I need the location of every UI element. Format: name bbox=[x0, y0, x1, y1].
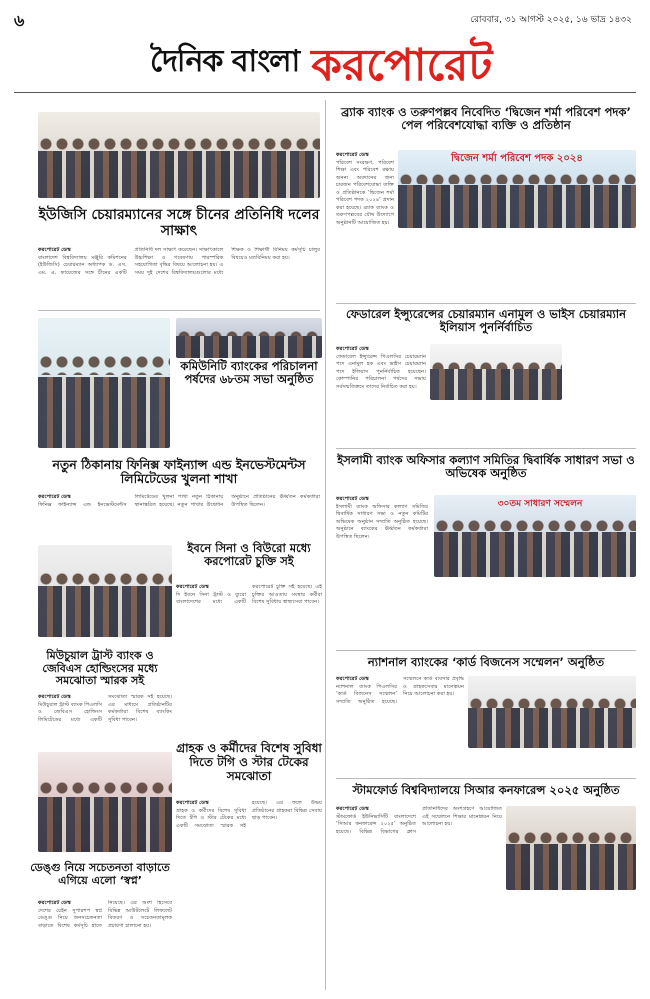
rule-4 bbox=[336, 650, 636, 651]
mutual-byline: করপোরেট ডেস্ক bbox=[38, 694, 71, 700]
masthead-title: দৈনিক বাংলা bbox=[150, 44, 300, 79]
customer-body bbox=[176, 800, 322, 985]
ugc-byline: করপোরেট ডেস্ক bbox=[38, 247, 71, 253]
masthead-rule bbox=[14, 92, 636, 93]
dengue-byline: করপোরেট ডেস্ক bbox=[38, 900, 71, 906]
national-byline: করপোরেট ডেস্ক bbox=[336, 676, 369, 682]
mutual-text: মিউচুয়াল ট্রাস্ট ব্যাংক পিএলসি ও জেবিএস হোল্ডিংস লিমিটেডের মধ্যে একটি সমঝোতা স্মারক সই হয়েছে। এর মাধ্যমে প্রতিষ্ঠানটির কর্মকর্তারা বিশেষ ব্যাংকিং সুবিধা পাবেন। bbox=[38, 694, 172, 723]
stamford-headline: স্টামফোর্ড বিশ্ববিদ্যালয়ে সিআর কনফারেন্স ২০২৫ অনুষ্ঠিত bbox=[352, 783, 620, 797]
brac-byline: করপোরেট ডেস্ক bbox=[336, 152, 369, 158]
mutual-headline: মিউচুয়াল ট্রাস্ট ব্যাংক ও জেবিএস হোল্ডিংসের মধ্যে সমঝোতা স্মারক সই bbox=[42, 649, 158, 688]
federal-photo bbox=[430, 344, 562, 400]
federal-text: ফেডারেল ইন্স্যুরেন্স পিএলসির চেয়ারম্যান পদে এনামুল হক এবং ভাইস চেয়ারম্যান পদে ইলিয়াস পুনর্নির্বাচিত হয়েছেন। কোম্পানির পরিচালনা পর্ষদের সভায় সর্বসম্মতিক্রমে তাদের নির্বাচিত করা হয়। bbox=[336, 353, 426, 390]
ibnsina-headline: ইবনে সিনা ও বিউরো মধ্যে করপোরেট চুক্তি সই bbox=[187, 541, 311, 569]
phoenix-body bbox=[38, 494, 320, 538]
masthead-brand: করপোরেট bbox=[311, 40, 493, 91]
islami-body bbox=[336, 496, 428, 646]
phoenix-text: ফিনিক্স ফাইন্যান্স এন্ড ইনভেস্টমেন্টস লিমিটেডের খুলনা শাখা নতুন ঠিকানায় স্থানান্তরিত হয়েছে। নতুন শাখার উদ্বোধন অনুষ্ঠানে প্রতিষ্ঠানের ঊর্ধ্বতন কর্মকর্তারা উপস্থিত ছিলেন। bbox=[38, 494, 320, 508]
brac-text: পরিবেশ সংরক্ষণ, পরিবেশ শিক্ষা এবং পরিবেশ রক্ষায় অনন্য অবদানের জন্য চারজন পরিবেশযোদ্ধা ব্যক্তি ও প্রতিষ্ঠানকে ‘দ্বিজেন শর্মা পরিবেশ পদক ২০২৪’ প্রদান করা হয়েছে। ব্র্যাক ব্যাংক ও তরুণপল্লবের যৌথ উদ্যোগে অনুষ্ঠানটি আয়োজিত হয়। bbox=[336, 159, 394, 226]
ibnsina-body bbox=[176, 584, 322, 684]
islami-text: ইসলামী ব্যাংক অফিসার কল্যাণ সমিতির দ্বিবার্ষিক সাধারণ সভা ও নতুন কমিটির অভিষেক অনুষ্ঠান সম্প্রতি অনুষ্ঠিত হয়েছে। অনুষ্ঠানে ব্যাংকের ঊর্ধ্বতন কর্মকর্তারা উপস্থিত ছিলেন। bbox=[336, 503, 428, 540]
brac-headline: ব্র্যাক ব্যাংক ও তরুণপল্লব নিবেদিত ‘দ্বিজেন শর্মা পরিবেশ পদক’ পেল পরিবেশযোদ্ধা ব্যক্তি ও প্রতিষ্ঠান bbox=[341, 105, 631, 133]
ugc-photo bbox=[38, 112, 320, 198]
rule-2 bbox=[336, 303, 636, 304]
column-divider bbox=[325, 100, 326, 990]
stamford-text: স্টামফোর্ড ইউনিভার্সিটি বাংলাদেশে ‘সিআর কনফারেন্স ২০২৫’ অনুষ্ঠিত হয়েছে। বিভিন্ন বিভাগের ক্লাস প্রতিনিধিদের অংশগ্রহণে আয়োজিত এই সম্মেলনে শিক্ষার মানোন্নয়ন নিয়ে আলোচনা হয়। bbox=[336, 806, 502, 835]
ibnsina-text: দি ইবনে সিনা ট্রাস্ট ও ব্যুরো বাংলাদেশের মধ্যে একটি করপোরেট চুক্তি সই হয়েছে। এই চুক্তির আওতায় সংস্থার কর্মীরা বিশেষ সুবিধায় স্বাস্থ্যসেবা পাবেন। bbox=[176, 584, 322, 606]
islami-banner: ৩০তম সাধারণ সম্মেলন bbox=[497, 499, 583, 509]
community-headline: কমিউনিটি ব্যাংকের পরিচালনা পর্ষদের ৬৮তম সভা অনুষ্ঠিত bbox=[180, 359, 318, 387]
rule-3 bbox=[336, 448, 636, 449]
phoenix-headline: নতুন ঠিকানায় ফিনিক্স ফাইন্যান্স এন্ড ইনভেস্টমেন্টস লিমিটেডের খুলনা শাখা bbox=[52, 457, 306, 487]
ugc-headline: ইউজিসি চেয়ারম্যানের সঙ্গে চীনের প্রতিনিধি দলের সাক্ষাৎ bbox=[38, 207, 320, 240]
stamford-byline: করপোরেট ডেস্ক bbox=[336, 806, 369, 812]
ugc-body bbox=[38, 247, 320, 305]
brac-body bbox=[336, 152, 394, 302]
customer-byline: করপোরেট ডেস্ক bbox=[176, 800, 209, 806]
community-photo bbox=[176, 318, 322, 358]
dengue-body bbox=[38, 900, 172, 985]
islami-byline: করপোরেট ডেস্ক bbox=[336, 496, 369, 502]
phoenix-photo bbox=[38, 318, 170, 448]
rule-5 bbox=[336, 778, 636, 779]
rule-1 bbox=[38, 310, 320, 311]
stamford-photo bbox=[506, 806, 636, 890]
dengue-photo bbox=[38, 752, 172, 852]
dengue-text: দেশের চেইন সুপারশপ স্বপ্ন ডেঙ্গু নিয়ে জনসচেতনতা বাড়াতে বিশেষ কর্মসূচি হাতে নিয়েছে। এর অংশ হিসেবে বিভিন্ন আউটলেটে লিফলেট বিতরণ ও সচেতনতামূলক প্রচারণা চালানো হয়। bbox=[38, 900, 172, 929]
dateline: রোববার, ৩১ আগস্ট ২০২৫, ১৬ ভাদ্র ১৪৩২ bbox=[470, 15, 632, 25]
customer-headline: গ্রাহক ও কর্মীদের বিশেষ সুবিধা দিতে টগি ও স্টার টেকের সমঝোতা bbox=[176, 741, 322, 783]
mutual-body bbox=[38, 694, 172, 746]
islami-headline: ইসলামী ব্যাংক অফিসার কল্যাণ সমিতির দ্বিবার্ষিক সাধারণ সভা ও অভিষেক অনুষ্ঠিত bbox=[337, 453, 635, 481]
ibnsina-byline: করপোরেট ডেস্ক bbox=[176, 584, 209, 590]
federal-byline: করপোরেট ডেস্ক bbox=[336, 346, 369, 352]
dengue-headline: ডেঙ্গু নিয়ে সচেতনতা বাড়াতে এগিয়ে এলো ‘স্বপ্ন’ bbox=[30, 861, 170, 887]
federal-body bbox=[336, 346, 426, 446]
federal-headline: ফেডারেল ইন্স্যুরেন্সের চেয়ারম্যান এনামুল ও ভাইস চেয়ারম্যান ইলিয়াস পুনর্নির্বাচিত bbox=[345, 307, 626, 335]
national-headline: ন্যাশনাল ব্যাংকের ‘কার্ড বিজনেস সম্মেলন’ অনুষ্ঠিত bbox=[367, 655, 605, 669]
national-text: ন্যাশনাল ব্যাংক পিএলসির ‘কার্ড বিজনেস সম্মেলন’ সম্প্রতি অনুষ্ঠিত হয়েছে। সম্মেলনে কার্ড ব্যবসার প্রবৃদ্ধি ও গ্রাহকসেবার মানোন্নয়ন নিয়ে আলোচনা করা হয়। bbox=[336, 676, 464, 705]
stamford-body bbox=[336, 806, 502, 986]
masthead bbox=[150, 24, 550, 91]
national-photo bbox=[468, 676, 636, 748]
customer-text: গ্রাহক ও কর্মীদের বিশেষ সুবিধা দিতে টগি ও স্টার টেকের মধ্যে একটি সমঝোতা স্মারক সই হয়েছে। এর ফলে উভয় প্রতিষ্ঠানের গ্রাহকরা বিভিন্ন সেবায় ছাড় পাবেন। bbox=[176, 800, 322, 829]
brac-banner: দ্বিজেন শর্মা পরিবেশ পদক ২০২৪ bbox=[451, 153, 583, 164]
mutual-photo bbox=[38, 545, 172, 637]
phoenix-byline: করপোরেট ডেস্ক bbox=[38, 494, 71, 500]
page-number: ৬ bbox=[14, 11, 25, 30]
national-body bbox=[336, 676, 464, 774]
ugc-text: বাংলাদেশ বিশ্ববিদ্যালয় মঞ্জুরি কমিশনের (ইউজিসি) চেয়ারম্যান অধ্যাপক ড. এস. এম. এ. ফায়েজের সঙ্গে চীনের একটি প্রতিনিধি দল সাক্ষাৎ করেছেন। সাক্ষাৎকালে উচ্চশিক্ষা ও গবেষণায় পারস্পরিক সহযোগিতা বৃদ্ধির বিষয়ে আলোচনা হয়। এ সময় দুই দেশের বিশ্ববিদ্যালয়গুলোর মধ্যে শিক্ষক ও শিক্ষার্থী বিনিময় কর্মসূচি চালুর বিষয়েও মতবিনিময় করা হয়। bbox=[38, 247, 320, 276]
